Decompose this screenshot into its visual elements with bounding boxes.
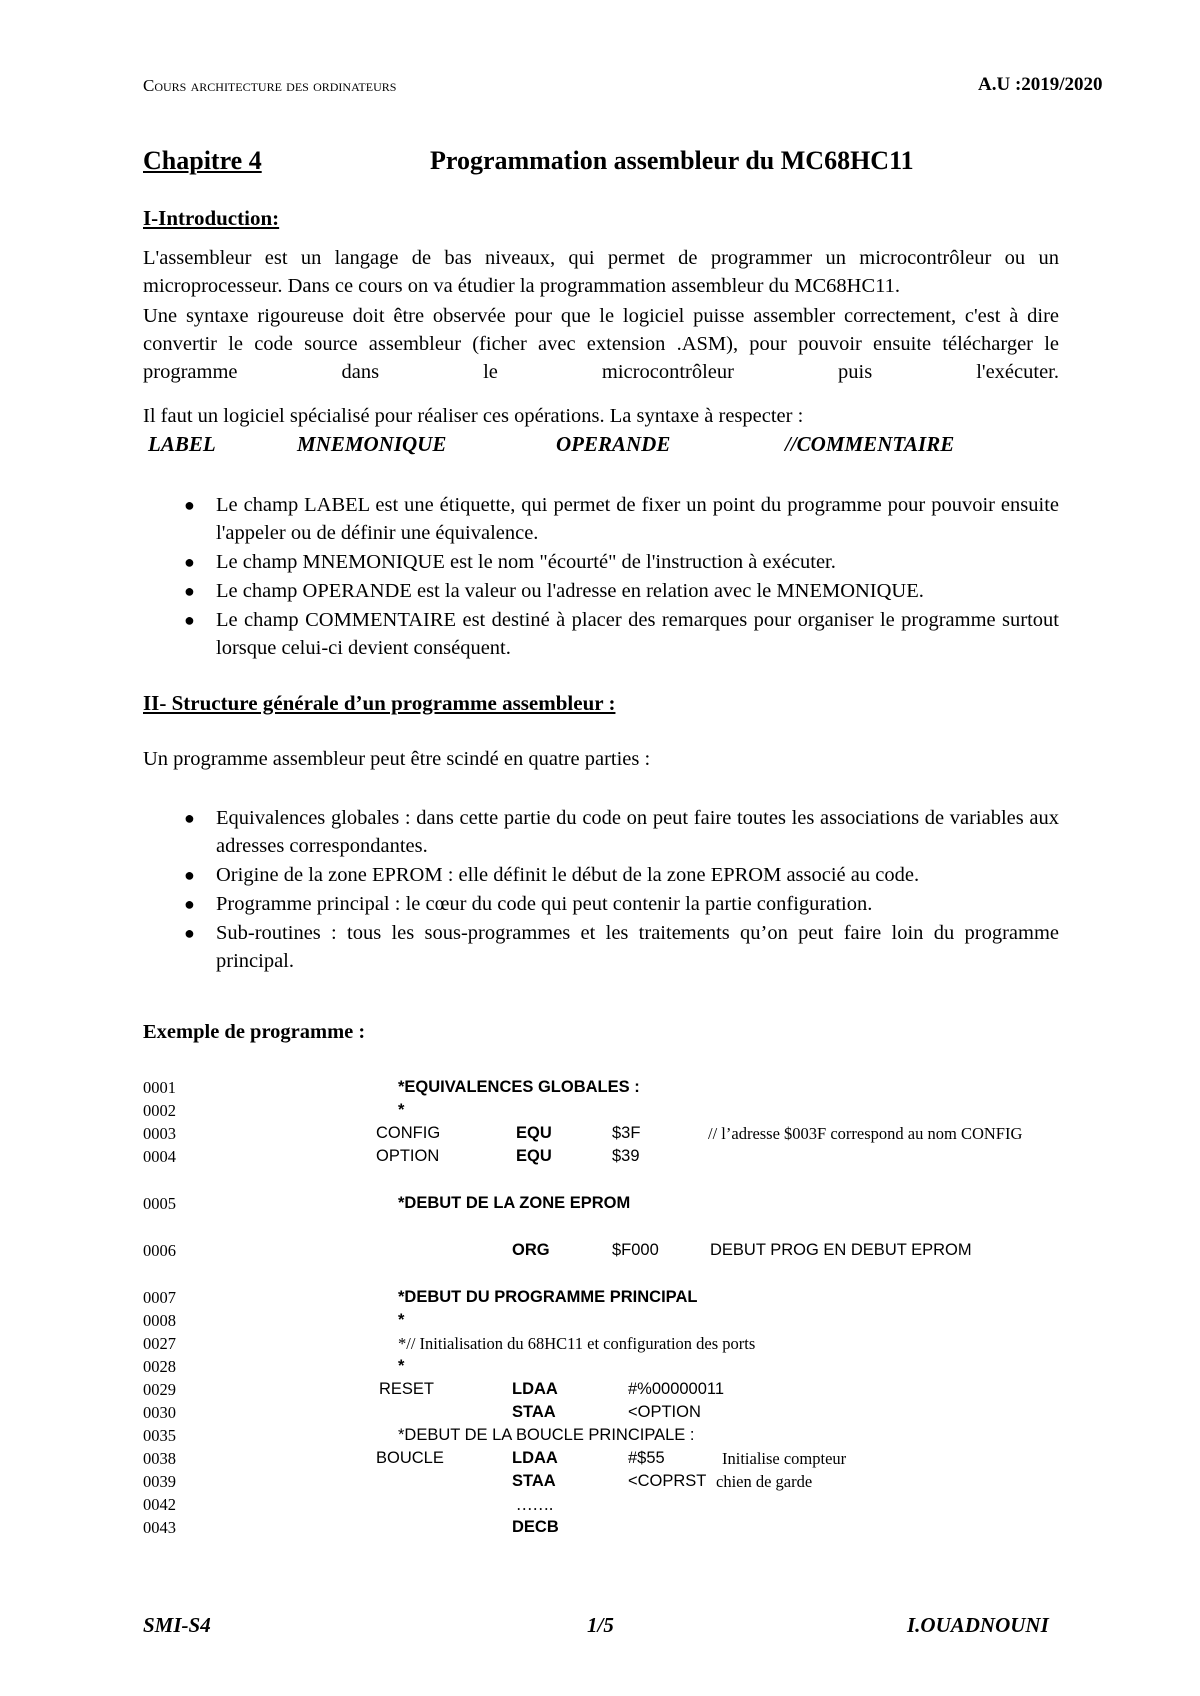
code-line: 0006 ORG $F000 DEBUT PROG EN DEBUT EPROM <box>143 1241 972 1260</box>
footer-page-number: 1/5 <box>587 1613 614 1637</box>
bullet-icon: ● <box>184 923 195 943</box>
code-line: 0042 ……. <box>143 1495 554 1514</box>
code-line: 0004 OPTION EQU $39 <box>143 1147 640 1166</box>
list-item: ● Sub-routines : tous les sous-programmes et les traitements qu’on peut faire loin du programme principal. <box>143 919 1059 975</box>
bullet-icon: ● <box>184 610 195 630</box>
bullet-icon: ● <box>184 581 195 601</box>
example-title: Exemple de programme : <box>143 1021 366 1043</box>
header-course: Cours architecture des ordinateurs <box>143 76 397 95</box>
code-line: 0039 STAA <COPRST chien de garde <box>143 1472 813 1491</box>
intro-paragraph-1: L'assembleur est un langage de bas niveaux, qui permet de programmer un microcontrôleur ou un microprocesseur. Dans ce cours on va étudier la programmation assembleur du MC68HC11. <box>143 247 1059 297</box>
code-line: 0028 * <box>143 1357 405 1376</box>
code-line: 0002 * <box>143 1101 405 1120</box>
list-item: ● Le champ COMMENTAIRE est destiné à placer des remarques pour organiser le programme surtout lorsque celui-ci devient conséquent. <box>143 606 1059 662</box>
structure-parts-list <box>143 804 1059 976</box>
syntax-operande: OPERANDE <box>556 432 671 456</box>
list-item: ● Programme principal : le cœur du code qui peut contenir la partie configuration. <box>143 890 1059 918</box>
code-line: 0038 BOUCLE LDAA #$55 Initialise compteur <box>143 1449 847 1468</box>
bullet-icon: ● <box>184 865 195 885</box>
list-item: ● Le champ OPERANDE est la valeur ou l'adresse en relation avec le MNEMONIQUE. <box>143 577 1059 605</box>
bullet-icon: ● <box>184 894 195 914</box>
code-line: 0001 *EQUIVALENCES GLOBALES : <box>143 1078 640 1097</box>
code-line: 0008 * <box>143 1311 405 1330</box>
code-line: 0030 STAA <OPTION <box>143 1403 701 1422</box>
code-line: 0035 *DEBUT DE LA BOUCLE PRINCIPALE : <box>143 1426 695 1445</box>
structure-intro: Un programme assembleur peut être scindé en quatre parties : <box>143 748 651 770</box>
bullet-icon: ● <box>184 495 195 515</box>
code-line: 0029 RESET LDAA #%00000011 <box>143 1380 725 1399</box>
code-line: 0043 DECB <box>143 1518 559 1537</box>
syntax-label: LABEL <box>148 432 216 456</box>
list-item: ● Le champ MNEMONIQUE est le nom "écourté" de l'instruction à exécuter. <box>143 548 1059 576</box>
list-item: ● Le champ LABEL est une étiquette, qui permet de fixer un point du programme pour pouvoir ensuite l'appeler ou de définir une équivalence. <box>143 491 1059 547</box>
code-line: 0005 *DEBUT DE LA ZONE EPROM <box>143 1194 631 1213</box>
chapter-label: Chapitre 4 <box>143 146 262 175</box>
code-line: 0027 *// Initialisation du 68HC11 et configuration des ports <box>143 1334 756 1353</box>
bullet-icon: ● <box>184 808 195 828</box>
footer-course-code: SMI-S4 <box>143 1613 211 1637</box>
chapter-title: Programmation assembleur du MC68HC11 <box>430 146 914 175</box>
section-2-heading: II- Structure générale d’un programme assembleur : <box>143 691 616 715</box>
bullet-icon: ● <box>184 552 195 572</box>
code-line: 0003 CONFIG EQU $3F // l’adresse $003F correspond au nom CONFIG <box>143 1124 1023 1143</box>
intro-paragraph-2: Une syntaxe rigoureuse doit être observée pour que le logiciel puisse assembler correctement, c'est à dire convertir le code source assembleur (ficher avec extension .ASM), pour pouvoir ensuite télécharger le programme dans le microcontrôleur puis l'exécuter. <box>143 305 1059 383</box>
syntax-commentaire: //COMMENTAIRE <box>785 432 955 456</box>
footer-author: I.OUADNOUNI <box>907 1613 1049 1637</box>
syntax-mnemonique: MNEMONIQUE <box>297 432 447 456</box>
list-item: ● Equivalences globales : dans cette partie du code on peut faire toutes les associations de variables aux adresses correspondantes. <box>143 804 1059 860</box>
field-description-list <box>143 491 1059 663</box>
list-item: ● Origine de la zone EPROM : elle définit le début de la zone EPROM associé au code. <box>143 861 1059 889</box>
header-year: A.U :2019/2020 <box>978 74 1103 95</box>
code-line: 0007 *DEBUT DU PROGRAMME PRINCIPAL <box>143 1288 698 1307</box>
intro-paragraph-3: Il faut un logiciel spécialisé pour réaliser ces opérations. La syntaxe à respecter : <box>143 405 804 427</box>
section-1-heading: I-Introduction: <box>143 206 280 230</box>
